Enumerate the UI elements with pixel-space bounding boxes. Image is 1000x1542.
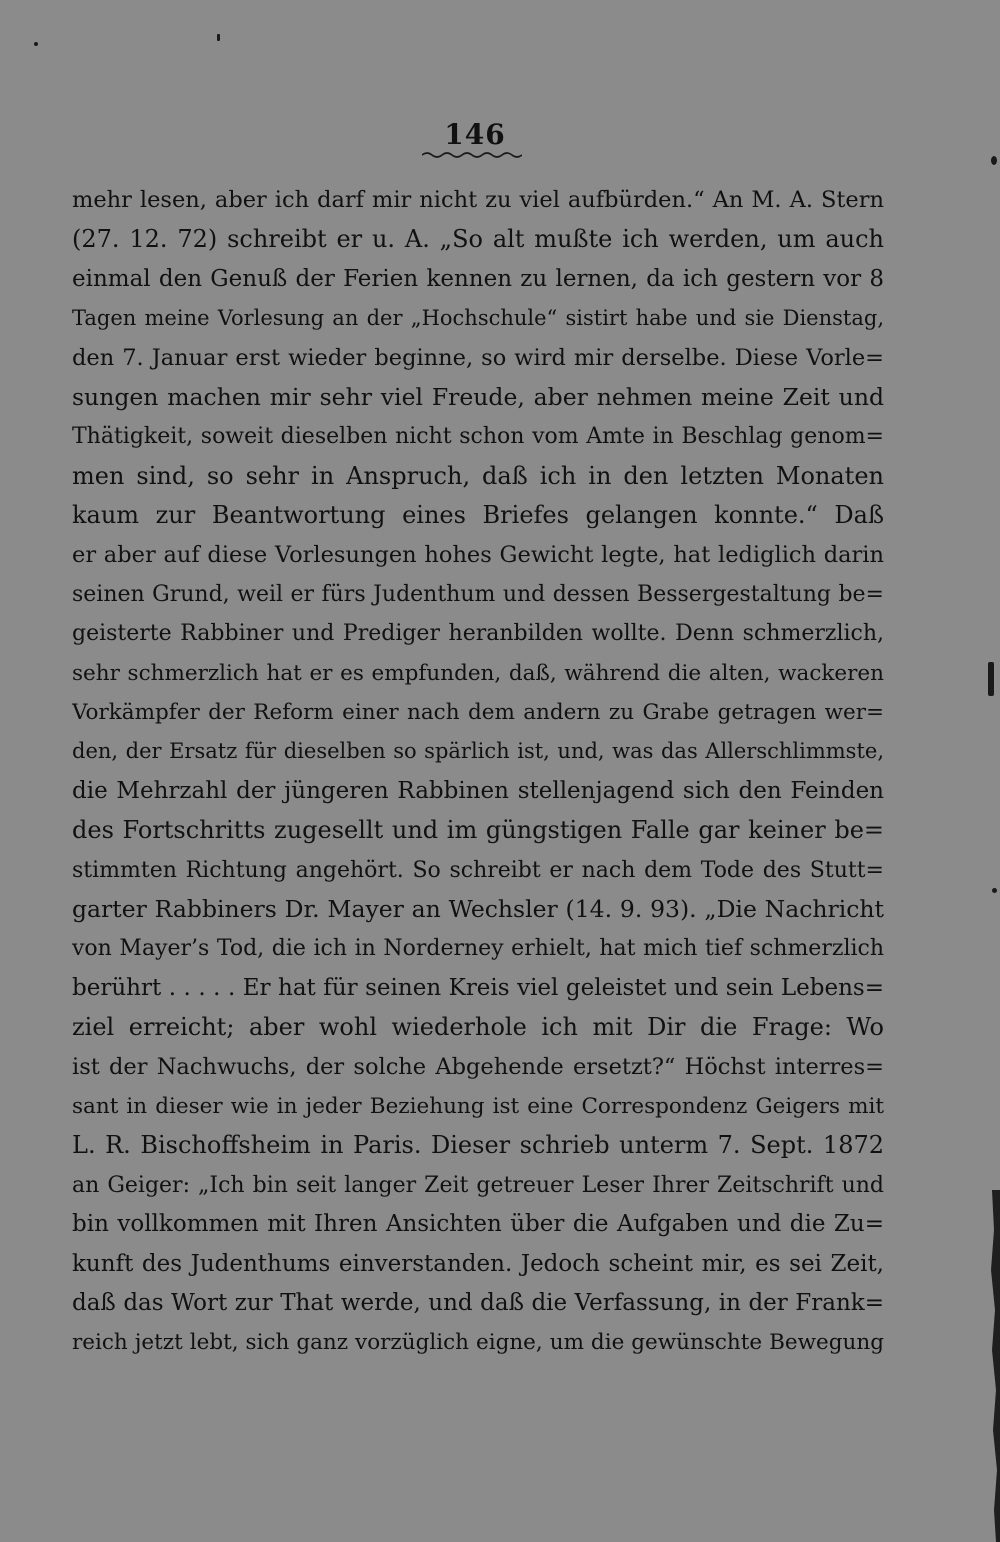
text-line: berührt . . . . . Er hat für seinen Kreis viel geleistet und sein Lebens= (72, 974, 884, 1001)
body-text (72, 181, 884, 1363)
margin-speck (988, 662, 994, 696)
text-line: sant in dieser wie in jeder Beziehung ist eine Correspondenz Geigers mit (72, 1093, 884, 1119)
text-line: seinen Grund, weil er fürs Judenthum und dessen Bessergestaltung be= (72, 581, 884, 607)
text-line: von Mayer’s Tod, die ich in Norderney erhielt, hat mich tief schmerzlich (72, 936, 884, 962)
page-edge-shadow (988, 1190, 1000, 1542)
text-line: reich jetzt lebt, sich ganz vorzüglich eigne, um die gewünschte Bewegung (72, 1330, 884, 1356)
text-line: den, der Ersatz für dieselben so spärlich ist, und, was das Allerschlimmste, (72, 739, 884, 764)
text-line: den 7. Januar erst wieder beginne, so wird mir derselbe. Diese Vorle= (72, 344, 884, 371)
margin-speck (992, 888, 997, 893)
text-line: kaum zur Beantwortung eines Briefes gelangen konnte.“ Daß (72, 501, 884, 530)
text-line: L. R. Bischoffsheim in Paris. Dieser schrieb unterm 7. Sept. 1872 (72, 1131, 884, 1160)
text-line: die Mehrzahl der jüngeren Rabbinen stellenjagend sich den Feinden (72, 777, 884, 804)
text-line: daß das Wort zur That werde, und daß die Verfassung, in der Frank= (72, 1289, 884, 1316)
text-line: ziel erreicht; aber wohl wiederhole ich mit Dir die Frage: Wo (72, 1013, 884, 1042)
margin-speck (34, 42, 38, 46)
text-line: kunft des Judenthums einverstanden. Jedoch scheint mir, es sei Zeit, (72, 1250, 884, 1277)
text-line: an Geiger: „Ich bin seit langer Zeit getreuer Leser Ihrer Zeitschrift und (72, 1172, 884, 1198)
text-line: sungen machen mir sehr viel Freude, aber nehmen meine Zeit und (72, 382, 884, 411)
text-line: bin vollkommen mit Ihren Ansichten über die Aufgaben und die Zu= (72, 1211, 884, 1238)
text-line: Vorkämpfer der Reform einer nach dem andern zu Grabe getragen wer= (72, 700, 884, 726)
text-line: ist der Nachwuchs, der solche Abgehende ersetzt?“ Höchst interres= (72, 1053, 884, 1080)
text-line: stimmten Richtung angehört. So schreibt er nach dem Tode des Stutt= (72, 857, 884, 883)
text-line: sehr schmerzlich hat er es empfunden, daß, während die alten, wackeren (72, 660, 884, 686)
text-line: mehr lesen, aber ich darf mir nicht zu viel aufbürden.“ An M. A. Stern (72, 187, 884, 213)
text-line: geisterte Rabbiner und Prediger heranbilden wollte. Denn schmerzlich, (72, 621, 884, 647)
text-line: men sind, so sehr in Anspruch, daß ich in den letzten Monaten (72, 461, 884, 490)
text-line: (27. 12. 72) schreibt er u. A. „So alt mußte ich werden, um auch (72, 225, 884, 254)
text-line: Thätigkeit, soweit dieselben nicht schon vom Amte in Beschlag genom= (72, 424, 884, 450)
page-number: 146 (444, 118, 506, 151)
margin-speck (217, 34, 220, 41)
text-line: er aber auf diese Vorlesungen hohes Gewicht legte, hat lediglich darin (72, 541, 884, 568)
text-line: garter Rabbiners Dr. Mayer an Wechsler (14. 9. 93). „Die Nachricht (72, 895, 884, 924)
text-line: Tagen meine Vorlesung an der „Hochschule“ sistirt habe und sie Dienstag, (72, 306, 884, 331)
page-number-ornament (422, 150, 522, 160)
margin-speck (991, 156, 997, 165)
text-line: des Fortschritts zugesellt und im güngstigen Falle gar keiner be= (72, 816, 884, 845)
text-line: einmal den Genuß der Ferien kennen zu lernen, da ich gestern vor 8 (72, 265, 884, 292)
